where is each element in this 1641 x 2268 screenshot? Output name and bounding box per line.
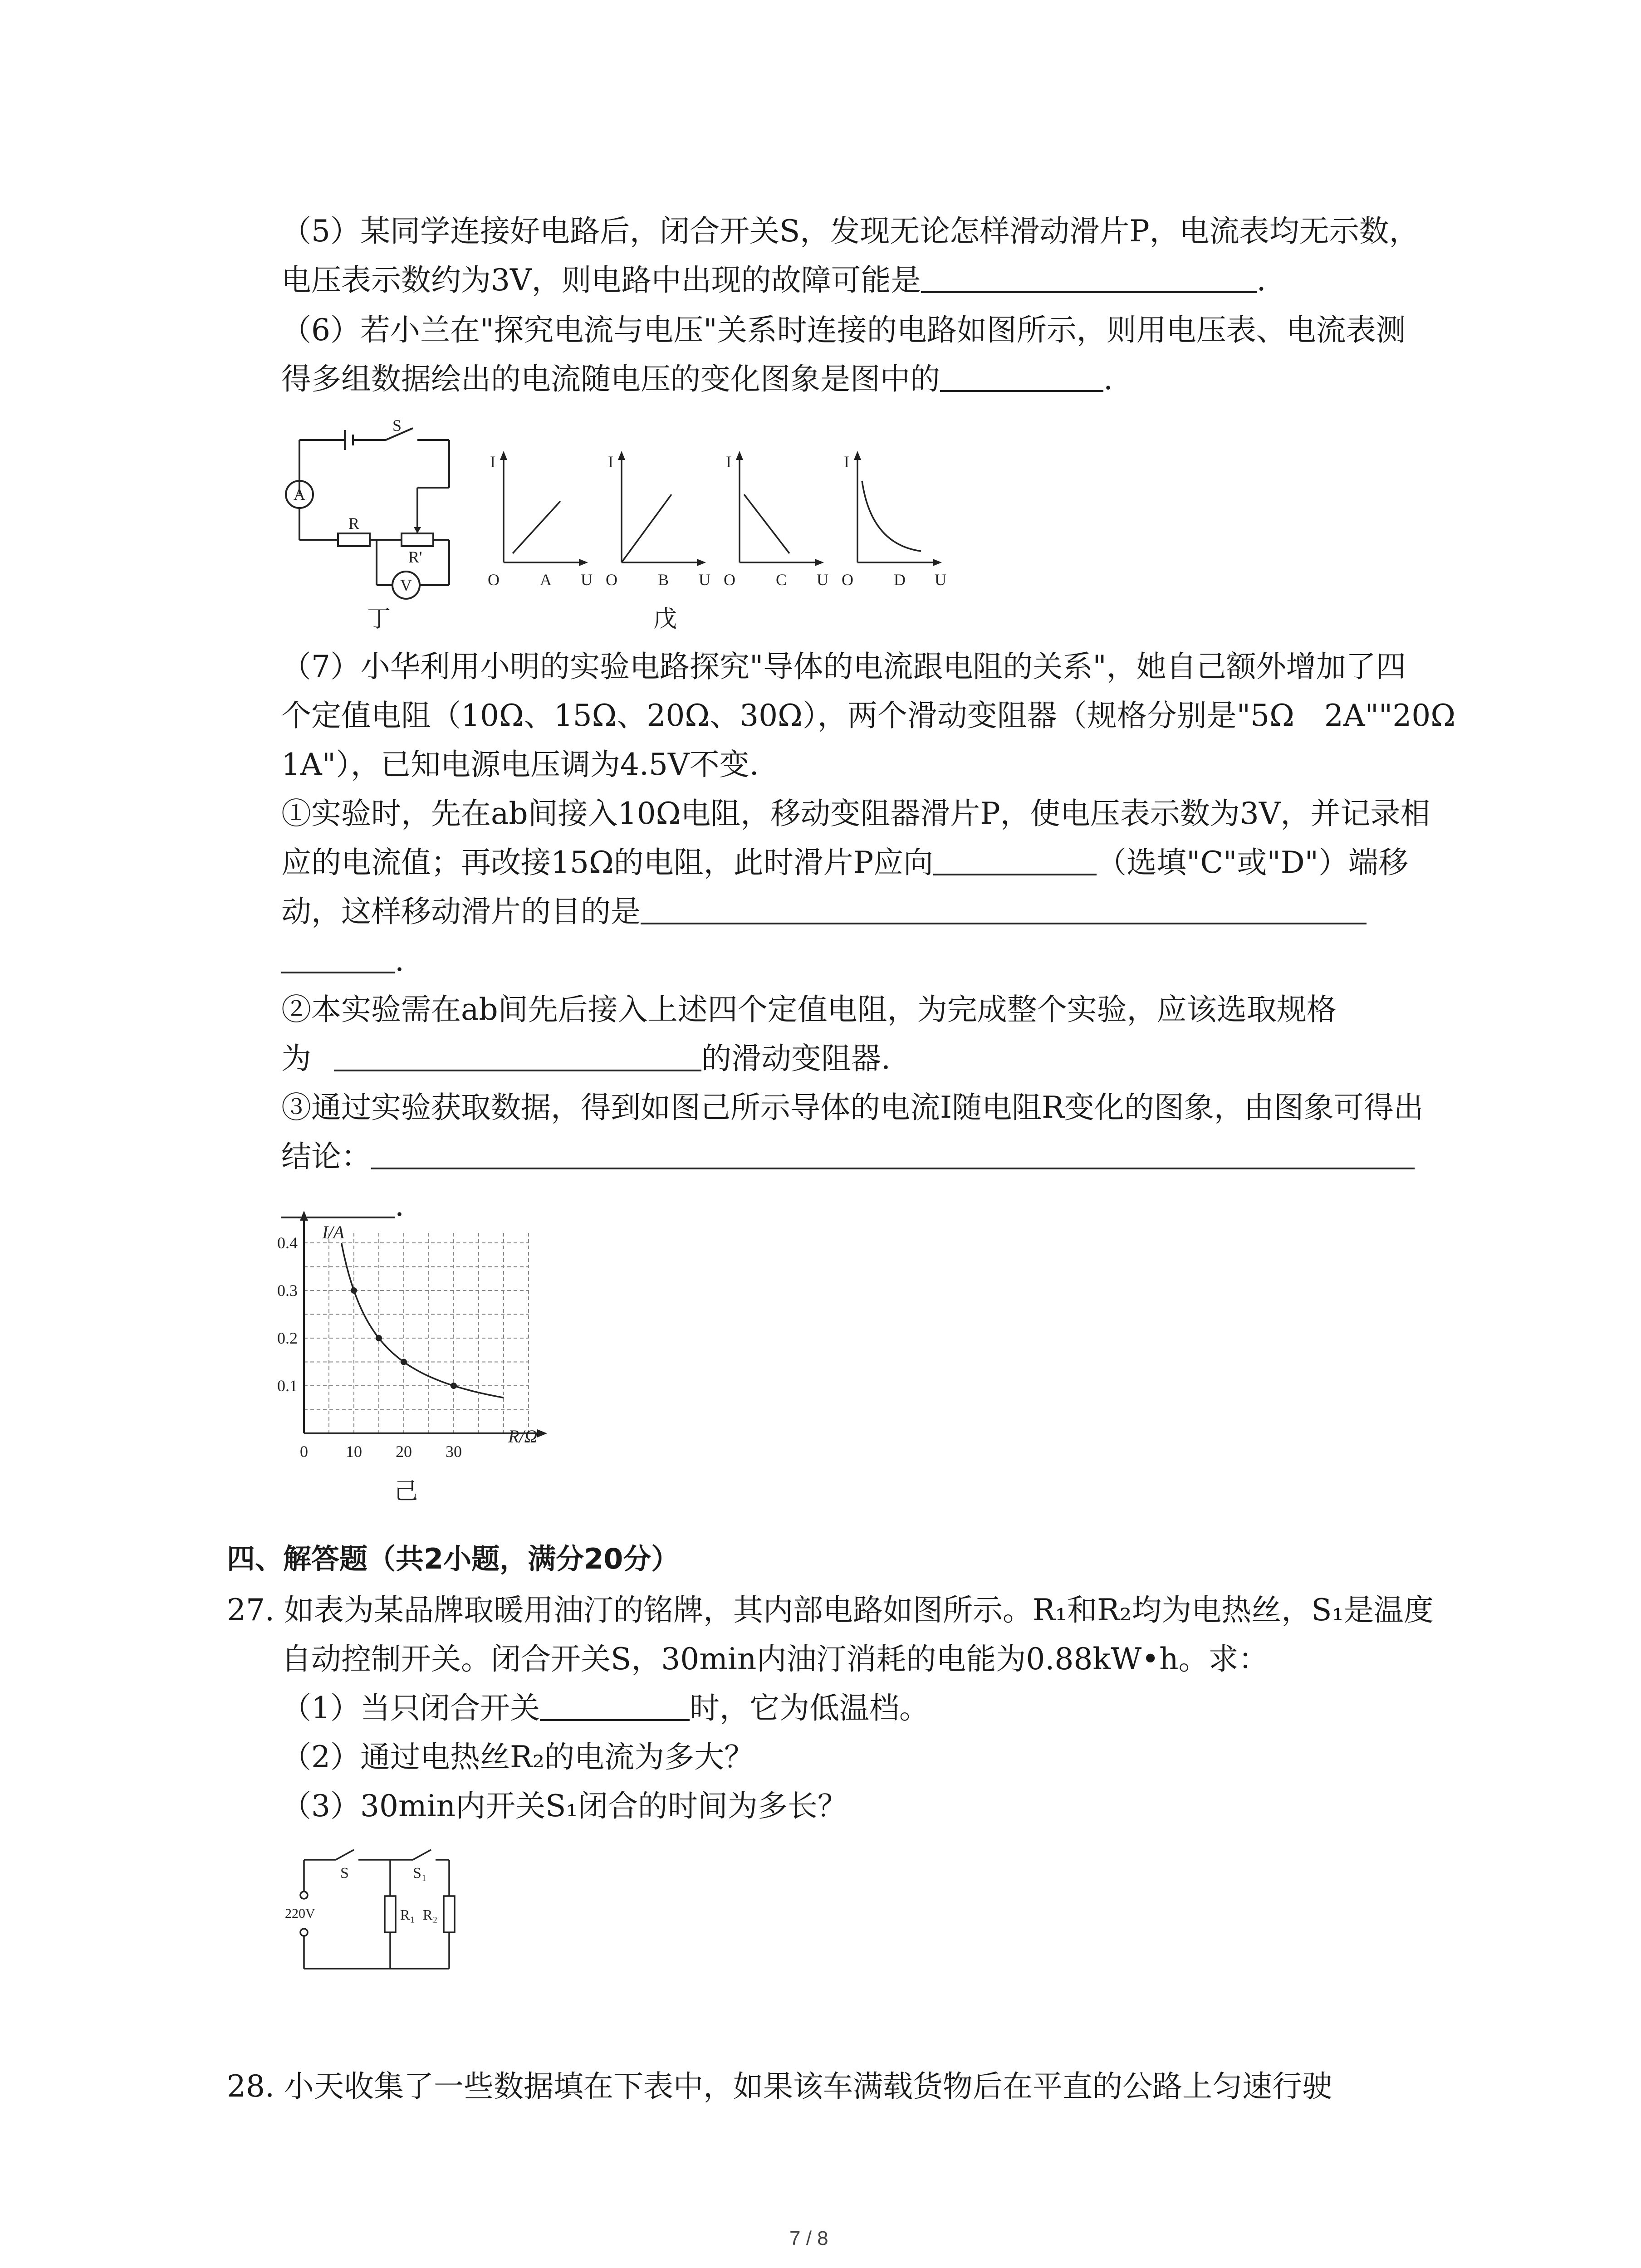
chart-series-line bbox=[342, 1243, 504, 1398]
q27-sub-1 bbox=[281, 1690, 929, 1726]
q7-spec-blank[interactable] bbox=[334, 1042, 701, 1071]
q7-part3-line-3 bbox=[281, 1188, 404, 1223]
q7-part1-line-2 bbox=[281, 845, 1408, 880]
chart-grid bbox=[304, 1231, 529, 1433]
chart-y-label: I/A bbox=[322, 1222, 344, 1242]
q7-part1-line-4-end: . bbox=[395, 943, 404, 978]
q5-line-1: （5）某同学连接好电路后，闭合开关S，发现无论怎样滑动滑片P，电流表均无示数， bbox=[281, 214, 1419, 249]
q5-line-2 bbox=[281, 262, 1266, 298]
graph-d-origin: O bbox=[842, 571, 853, 589]
ammeter-label: A bbox=[294, 485, 305, 503]
q27-r1-label: R₁ bbox=[400, 1906, 415, 1923]
switch-label-s: S bbox=[392, 416, 402, 435]
q27-line-1: 27. 如表为某品牌取暖用油汀的铭牌，其内部电路如图所示。R₁和R₂均为电热丝，S₁是温度 bbox=[227, 1593, 1434, 1628]
q7-part2-line-1: ②本实验需在ab间先后接入上述四个定值电阻，为完成整个实验，应该选取规格 bbox=[281, 992, 1337, 1027]
graph-b-y-label: I bbox=[608, 453, 613, 471]
graph-d-y-label: I bbox=[844, 453, 849, 471]
circuit-diagram-q27 bbox=[277, 1842, 467, 1978]
figure-caption-ji: 己 bbox=[394, 1479, 418, 1505]
q6-line-2-end: . bbox=[1103, 362, 1113, 396]
chart-x-label: R/Ω bbox=[508, 1426, 538, 1447]
q7-purpose-blank[interactable] bbox=[641, 895, 1367, 924]
q7-direction-blank[interactable] bbox=[933, 846, 1097, 875]
q6-line-2-text: 得多组数据绘出的电流随电压的变化图象是图中的 bbox=[281, 362, 940, 396]
chart-ticks bbox=[277, 1234, 462, 1461]
q28-line-1: 28. 小天收集了一些数据填在下表中，如果该车满载货物后在平直的公路上匀速行驶 bbox=[227, 2069, 1332, 2104]
graph-b-x-label: U bbox=[699, 571, 710, 589]
q7-purpose-blank-cont[interactable] bbox=[281, 944, 395, 973]
chart-x-tick-label: 20 bbox=[396, 1442, 412, 1461]
graph-a-origin: O bbox=[488, 571, 500, 589]
figure-caption-wu: 戊 bbox=[653, 606, 677, 632]
graph-a-y-label: I bbox=[490, 453, 495, 471]
chart-y-tick-label: 0.4 bbox=[277, 1234, 298, 1252]
graph-a-x-label: U bbox=[581, 571, 593, 589]
page-number: 7 / 8 bbox=[789, 2227, 828, 2249]
chart-x-arrow bbox=[537, 1429, 547, 1437]
chart-axes bbox=[300, 1211, 547, 1437]
q7-part2-line-2 bbox=[281, 1041, 891, 1076]
graph-b-name: B bbox=[658, 571, 669, 589]
q27-voltage-label: 220V bbox=[285, 1906, 315, 1921]
q7-line-3: 1A"），已知电源电压调为4.5V不变. bbox=[281, 747, 759, 782]
q5-line-2-end: . bbox=[1256, 263, 1266, 298]
voltmeter-label: V bbox=[400, 576, 412, 594]
resistor-label-r: R bbox=[348, 514, 360, 533]
q7-line-1: （7）小华利用小明的实验电路探究"导体的电流跟电阻的关系"，她自己额外增加了四 bbox=[281, 649, 1406, 684]
q6-line-1: （6）若小兰在"探究电流与电压"关系时连接的电路如图所示，则用电压表、电流表测 bbox=[281, 313, 1406, 347]
q7-part3-line-1: ③通过实验获取数据，得到如图己所示导体的电流I随电阻R变化的图象，由图象可得出 bbox=[281, 1090, 1424, 1125]
q7-part3-line-2-text: 结论： bbox=[281, 1139, 371, 1174]
q7-conclusion-blank-cont[interactable] bbox=[281, 1189, 395, 1218]
q27-r2-label: R₂ bbox=[423, 1906, 438, 1923]
q7-part1-line-4 bbox=[281, 943, 404, 978]
q7-part1-line-1: ①实验时，先在ab间接入10Ω电阻，移动变阻器滑片P，使电压表示数为3V，并记录相 bbox=[281, 796, 1430, 831]
graph-d-x-label: U bbox=[935, 571, 946, 589]
chart-x-tick-label: 10 bbox=[346, 1442, 362, 1461]
q7-conclusion-blank[interactable] bbox=[371, 1140, 1415, 1169]
q6-answer-blank[interactable] bbox=[940, 363, 1103, 392]
q5-line-2-text: 电压表示数约为3V，则电路中出现的故障可能是 bbox=[281, 263, 921, 298]
chart-y-tick-label: 0.1 bbox=[277, 1377, 298, 1395]
chart-y-tick-label: 0.3 bbox=[277, 1281, 298, 1300]
figure-caption-ding: 丁 bbox=[367, 606, 391, 632]
q7-part1-line-3-text: 动，这样移动滑片的目的是 bbox=[281, 894, 641, 929]
q27-sub-1-text: （1）当只闭合开关 bbox=[281, 1691, 540, 1725]
q7-part1-line-2-end: （选填"C"或"D"）端移 bbox=[1097, 845, 1408, 880]
q27-sub-3: （3）30min内开关S₁闭合的时间为多长？ bbox=[281, 1789, 847, 1823]
chart-data-point bbox=[351, 1287, 357, 1294]
q7-part3-line-2 bbox=[281, 1139, 1415, 1174]
graph-d-name: D bbox=[894, 571, 906, 589]
graph-c-origin: O bbox=[724, 571, 735, 589]
chart-x-tick-label: 0 bbox=[300, 1442, 308, 1461]
q5-answer-blank[interactable] bbox=[921, 264, 1257, 293]
graphs-wu bbox=[472, 449, 971, 631]
q27-sub-2: （2）通过电热丝R₂的电流为多大？ bbox=[281, 1740, 754, 1774]
graph-c-name: C bbox=[776, 571, 787, 589]
chart-series bbox=[342, 1243, 504, 1398]
section-4-title: 四、解答题（共2小题，满分20分） bbox=[227, 1542, 680, 1575]
q7-part1-line-2-text: 应的电流值；再改接15Ω的电阻，此时滑片P应向 bbox=[281, 845, 934, 880]
q27-line-2: 自动控制开关。闭合开关S，30min内油汀消耗的电能为0.88kW•h。求： bbox=[281, 1642, 1269, 1677]
chart-i-vs-r bbox=[263, 1220, 581, 1510]
chart-data-point bbox=[451, 1383, 457, 1389]
graph-b-origin: O bbox=[606, 571, 617, 589]
q27-switch-s1-label: S₁ bbox=[413, 1865, 427, 1882]
chart-x-tick-label: 30 bbox=[446, 1442, 462, 1461]
q27-sub-1-end: 时，它为低温档。 bbox=[690, 1691, 929, 1725]
q27-switch-s-label: S bbox=[340, 1865, 349, 1882]
q6-line-2 bbox=[281, 361, 1113, 397]
q7-part2-line-2-text: 为 bbox=[281, 1041, 311, 1076]
q7-part1-line-3 bbox=[281, 894, 1367, 929]
q7-part2-line-2-end: 的滑动变阻器. bbox=[701, 1041, 891, 1076]
graph-a-name: A bbox=[540, 571, 552, 589]
chart-data-point bbox=[376, 1335, 382, 1341]
chart-y-tick-label: 0.2 bbox=[277, 1329, 298, 1347]
q7-line-2: 个定值电阻（10Ω、15Ω、20Ω、30Ω），两个滑动变阻器（规格分别是"5Ω 2A""20Ω bbox=[281, 698, 1455, 733]
chart-data-point bbox=[401, 1359, 407, 1365]
q27-switch-blank[interactable] bbox=[540, 1692, 690, 1721]
rheostat-label: R' bbox=[408, 548, 422, 566]
graph-c-y-label: I bbox=[726, 453, 731, 471]
graph-c-x-label: U bbox=[817, 571, 828, 589]
q7-part3-line-3-end: . bbox=[395, 1188, 404, 1223]
circuit-diagram-ding bbox=[281, 416, 472, 632]
